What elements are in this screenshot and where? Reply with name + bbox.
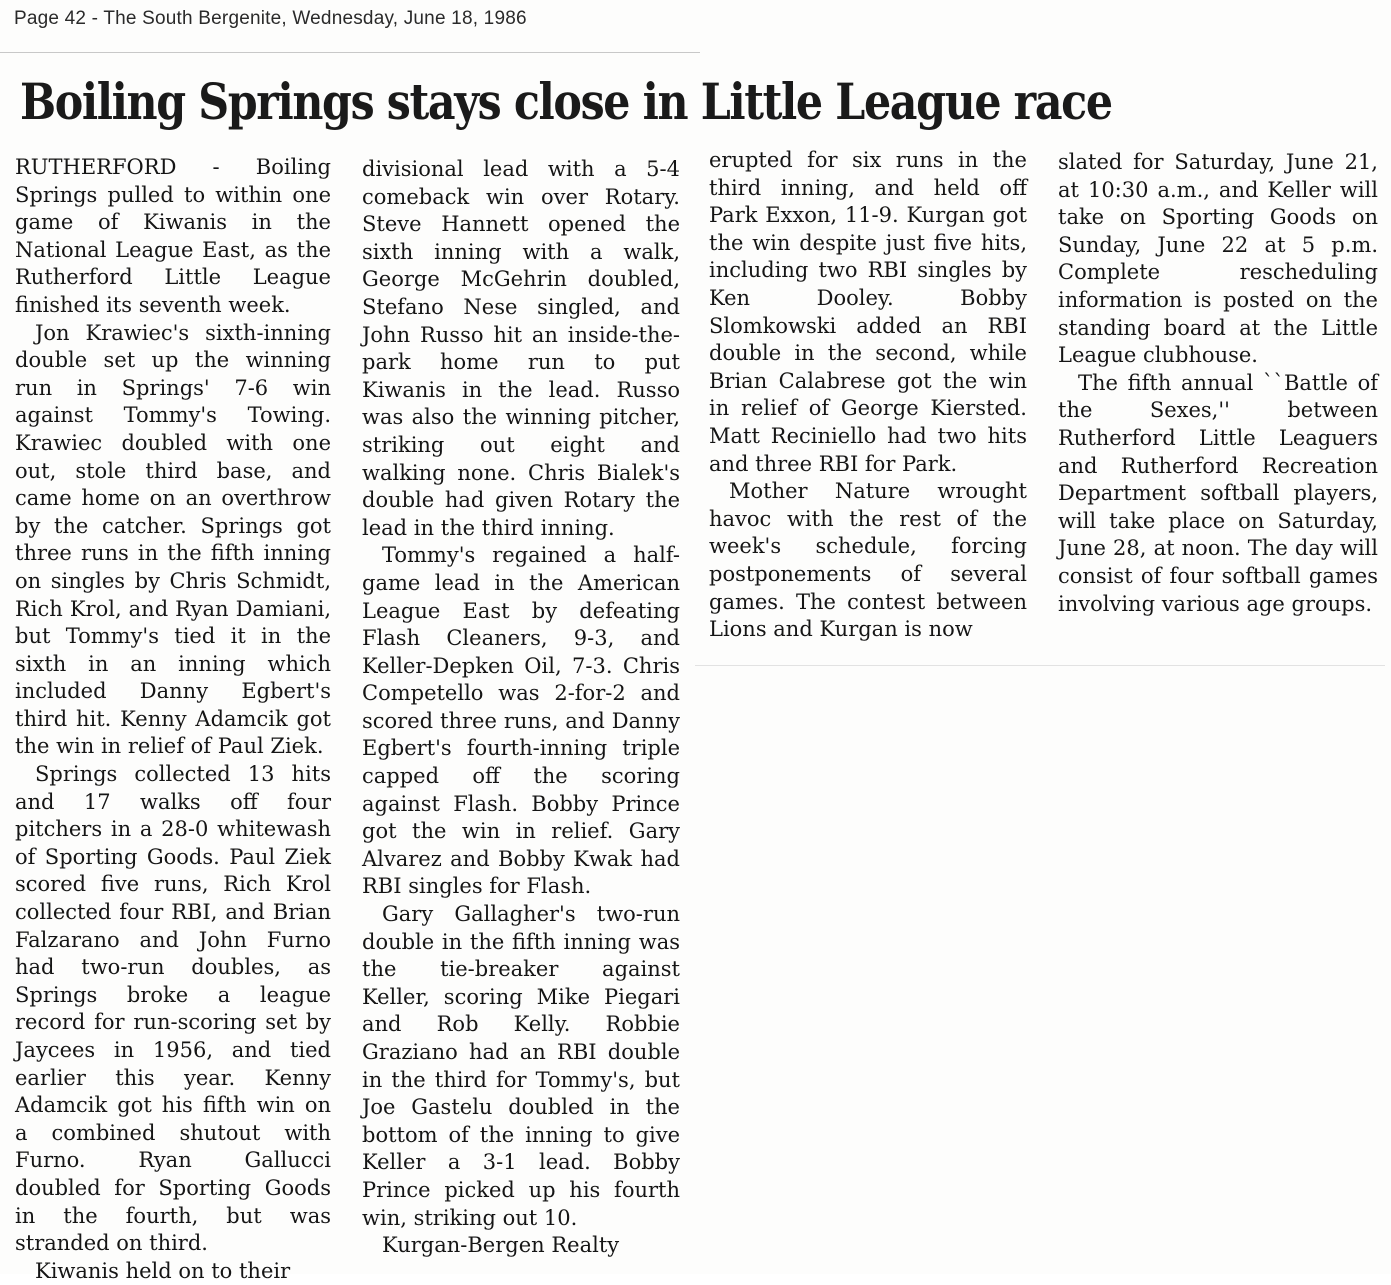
column-1-paragraph-4: Kiwanis held on to their [35, 1258, 291, 1283]
column-bottom-rule [695, 665, 1385, 666]
article-column-2 [362, 156, 680, 1260]
folio-rule [0, 52, 700, 53]
article-headline: Boiling Springs stays close in Little League race [20, 72, 1112, 131]
article-column-3 [709, 147, 1027, 644]
column-1-paragraph-1: RUTHERFORD - Boiling Springs pulled to within one game of Kiwanis in the National League East, as the Rutherford Little League finished its seventh week. [15, 155, 331, 317]
column-2-paragraph-1: divisional lead with a 5-4 comeback win over Rotary. Steve Hannett opened the sixth inning with a walk, George McGehrin doubled, Stefano Nese singled, and John Russo hit an inside-the-park home run to put Kiwanis in the lead. Russo was also the winning pitcher, striking out eight and walking none. Chris Bialek's double had given Rotary the lead in the third inning. [362, 157, 680, 540]
column-1-paragraph-3: Springs collected 13 hits and 17 walks off four pitchers in a 28-0 whitewash of Sporting Goods. Paul Ziek scored five runs, Rich Krol collected four RBI, and Brian Falzarano and John Furno had two-run doubles, as Springs broke a league record for run-scoring set by Jaycees in 1956, and tied earlier this year. Kenny Adamcik got his fifth win on a combined shutout with Furno. Ryan Gallucci doubled for Sporting Goods in the fourth, but was stranded on third. [15, 762, 331, 1256]
article-column-4 [1058, 149, 1378, 618]
page-folio: Page 42 - The South Bergenite, Wednesday, June 18, 1986 [14, 8, 527, 29]
column-3-paragraph-2: Mother Nature wrought havoc with the rest of the week's schedule, forcing postponements of several games. The contest between Lions and Kurgan is now [709, 479, 1027, 642]
column-2-paragraph-4: Kurgan-Bergen Realty [382, 1233, 620, 1258]
column-2-paragraph-2: Tommy's regained a half-game lead in the American League East by defeating Flash Cleaners, 9-3, and Keller-Depken Oil, 7-3. Chris Competello was 2-for-2 and scored three runs, and Danny Egbert's fourth-inning triple capped off the scoring against Flash. Bobby Prince got the win in relief. Gary Alvarez and Bobby Kwak had RBI singles for Flash. [362, 543, 680, 899]
column-4-paragraph-2: The fifth annual ``Battle of the Sexes,'' between Rutherford Little Leaguers and Rutherford Recreation Department softball players, will take place on Saturday, June 28, at noon. The day will consist of four softball games involving various age groups. [1058, 370, 1378, 616]
column-3-paragraph-1: erupted for six runs in the third inning, and held off Park Exxon, 11-9. Kurgan got the win despite just five hits, including two RBI singles by Ken Dooley. Bobby Slomkowski added an RBI double in the second, while Brian Calabrese got the win in relief of George Kiersted. Matt Reciniello had two hits and three RBI for Park. [709, 148, 1027, 476]
article-column-1 [15, 154, 331, 1285]
column-4-paragraph-1: slated for Saturday, June 21, at 10:30 a.m., and Keller will take on Sporting Goods on Sunday, June 22 at 5 p.m. Complete rescheduling information is posted on the standing board at the Little League clubhouse. [1058, 150, 1378, 368]
column-2-paragraph-3: Gary Gallagher's two-run double in the fifth inning was the tie-breaker against Keller, scoring Mike Piegari and Rob Kelly. Robbie Graziano had an RBI double in the third for Tommy's, but Joe Gastelu doubled in the bottom of the inning to give Keller a 3-1 lead. Bobby Prince picked up his fourth win, striking out 10. [362, 902, 680, 1230]
column-1-paragraph-2: Jon Krawiec's sixth-inning double set up the winning run in Springs' 7-6 win against Tommy's Towing. Krawiec doubled with one out, stole third base, and came home on an overthrow by the catcher. Springs got three runs in the fifth inning on singles by Chris Schmidt, Rich Krol, and Ryan Damiani, but Tommy's tied it in the sixth in an inning which included Danny Egbert's third hit. Kenny Adamcik got the win in relief of Paul Ziek. [15, 320, 331, 759]
